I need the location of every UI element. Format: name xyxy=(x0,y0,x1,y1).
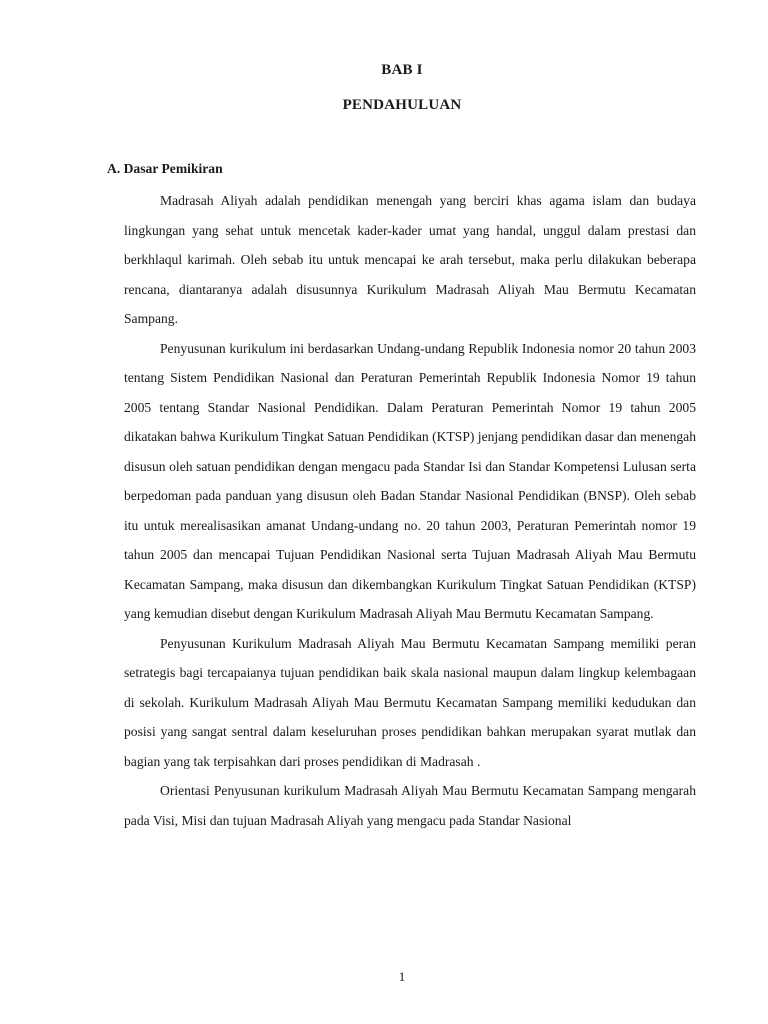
paragraph-4: Orientasi Penyusunan kurikulum Madrasah Aliyah Mau Bermutu Kecamatan Sampang mengarah pada Visi, Misi dan tujuan Madrasah Aliyah yang mengacu pada Standar Nasional xyxy=(124,783,696,828)
body-text xyxy=(124,186,696,835)
paragraph-3: Penyusunan Kurikulum Madrasah Aliyah Mau Bermutu Kecamatan Sampang memiliki peran setrategis bagi tercapaianya tujuan pendidikan baik skala nasional maupun dalam lingkup kelembagaan di sekolah. Kurikulum Madrasah Aliyah Mau Bermutu Kecamatan Sampang memiliki kedudukan dan posisi yang sangat sentral dalam keseluruhan proses pendidikan bahkan merupakan syarat mutlak dan bagian yang tak terpisahkan dari proses pendidikan di Madrasah . xyxy=(124,635,696,769)
page-number: 1 xyxy=(398,969,406,984)
section-heading: A. Dasar Pemikiran xyxy=(107,161,223,176)
chapter-title: PENDAHULUAN xyxy=(342,97,462,113)
chapter-number: BAB I xyxy=(381,62,423,78)
paragraph-2: Penyusunan kurikulum ini berdasarkan Undang-undang Republik Indonesia nomor 20 tahun 2003 tentang Sistem Pendidikan Nasional dan Peraturan Pemerintah Republik Indonesia Nomor 19 tahun 2005 tentang Standar Nasional Pendidikan. Dalam Peraturan Pemerintah Nomor 19 tahun 2005 dikatakan bahwa Kurikulum Tingkat Satuan Pendidikan (KTSP) jenjang pendidikan dasar dan menengah disusun oleh satuan pendidikan dengan mengacu pada Standar Isi dan Standar Kompetensi Lulusan serta berpedoman pada panduan yang disusun oleh Badan Standar Nasional Pendidikan (BNSP). Oleh sebab itu untuk merealisasikan amanat Undang-undang no. 20 tahun 2003, Peraturan Pemerintah nomor 19 tahun 2005 dan mencapai Tujuan Pendidikan Nasional serta Tujuan Madrasah Aliyah Mau Bermutu Kecamatan Sampang, maka disusun dan dikembangkan Kurikulum Tingkat Satuan Pendidikan (KTSP) yang kemudian disebut dengan Kurikulum Madrasah Aliyah Mau Bermutu Kecamatan Sampang. xyxy=(124,340,696,621)
paragraph-1: Madrasah Aliyah adalah pendidikan menengah yang berciri khas agama islam dan budaya lingkungan yang sehat untuk mencetak kader-kader umat yang handal, unggul dalam prestasi dan berkhlaqul karimah. Oleh sebab itu untuk mencapai ke arah tersebut, maka perlu dilakukan beberapa rencana, diantaranya adalah disusunnya Kurikulum Madrasah Aliyah Mau Bermutu Kecamatan Sampang. xyxy=(124,193,696,326)
